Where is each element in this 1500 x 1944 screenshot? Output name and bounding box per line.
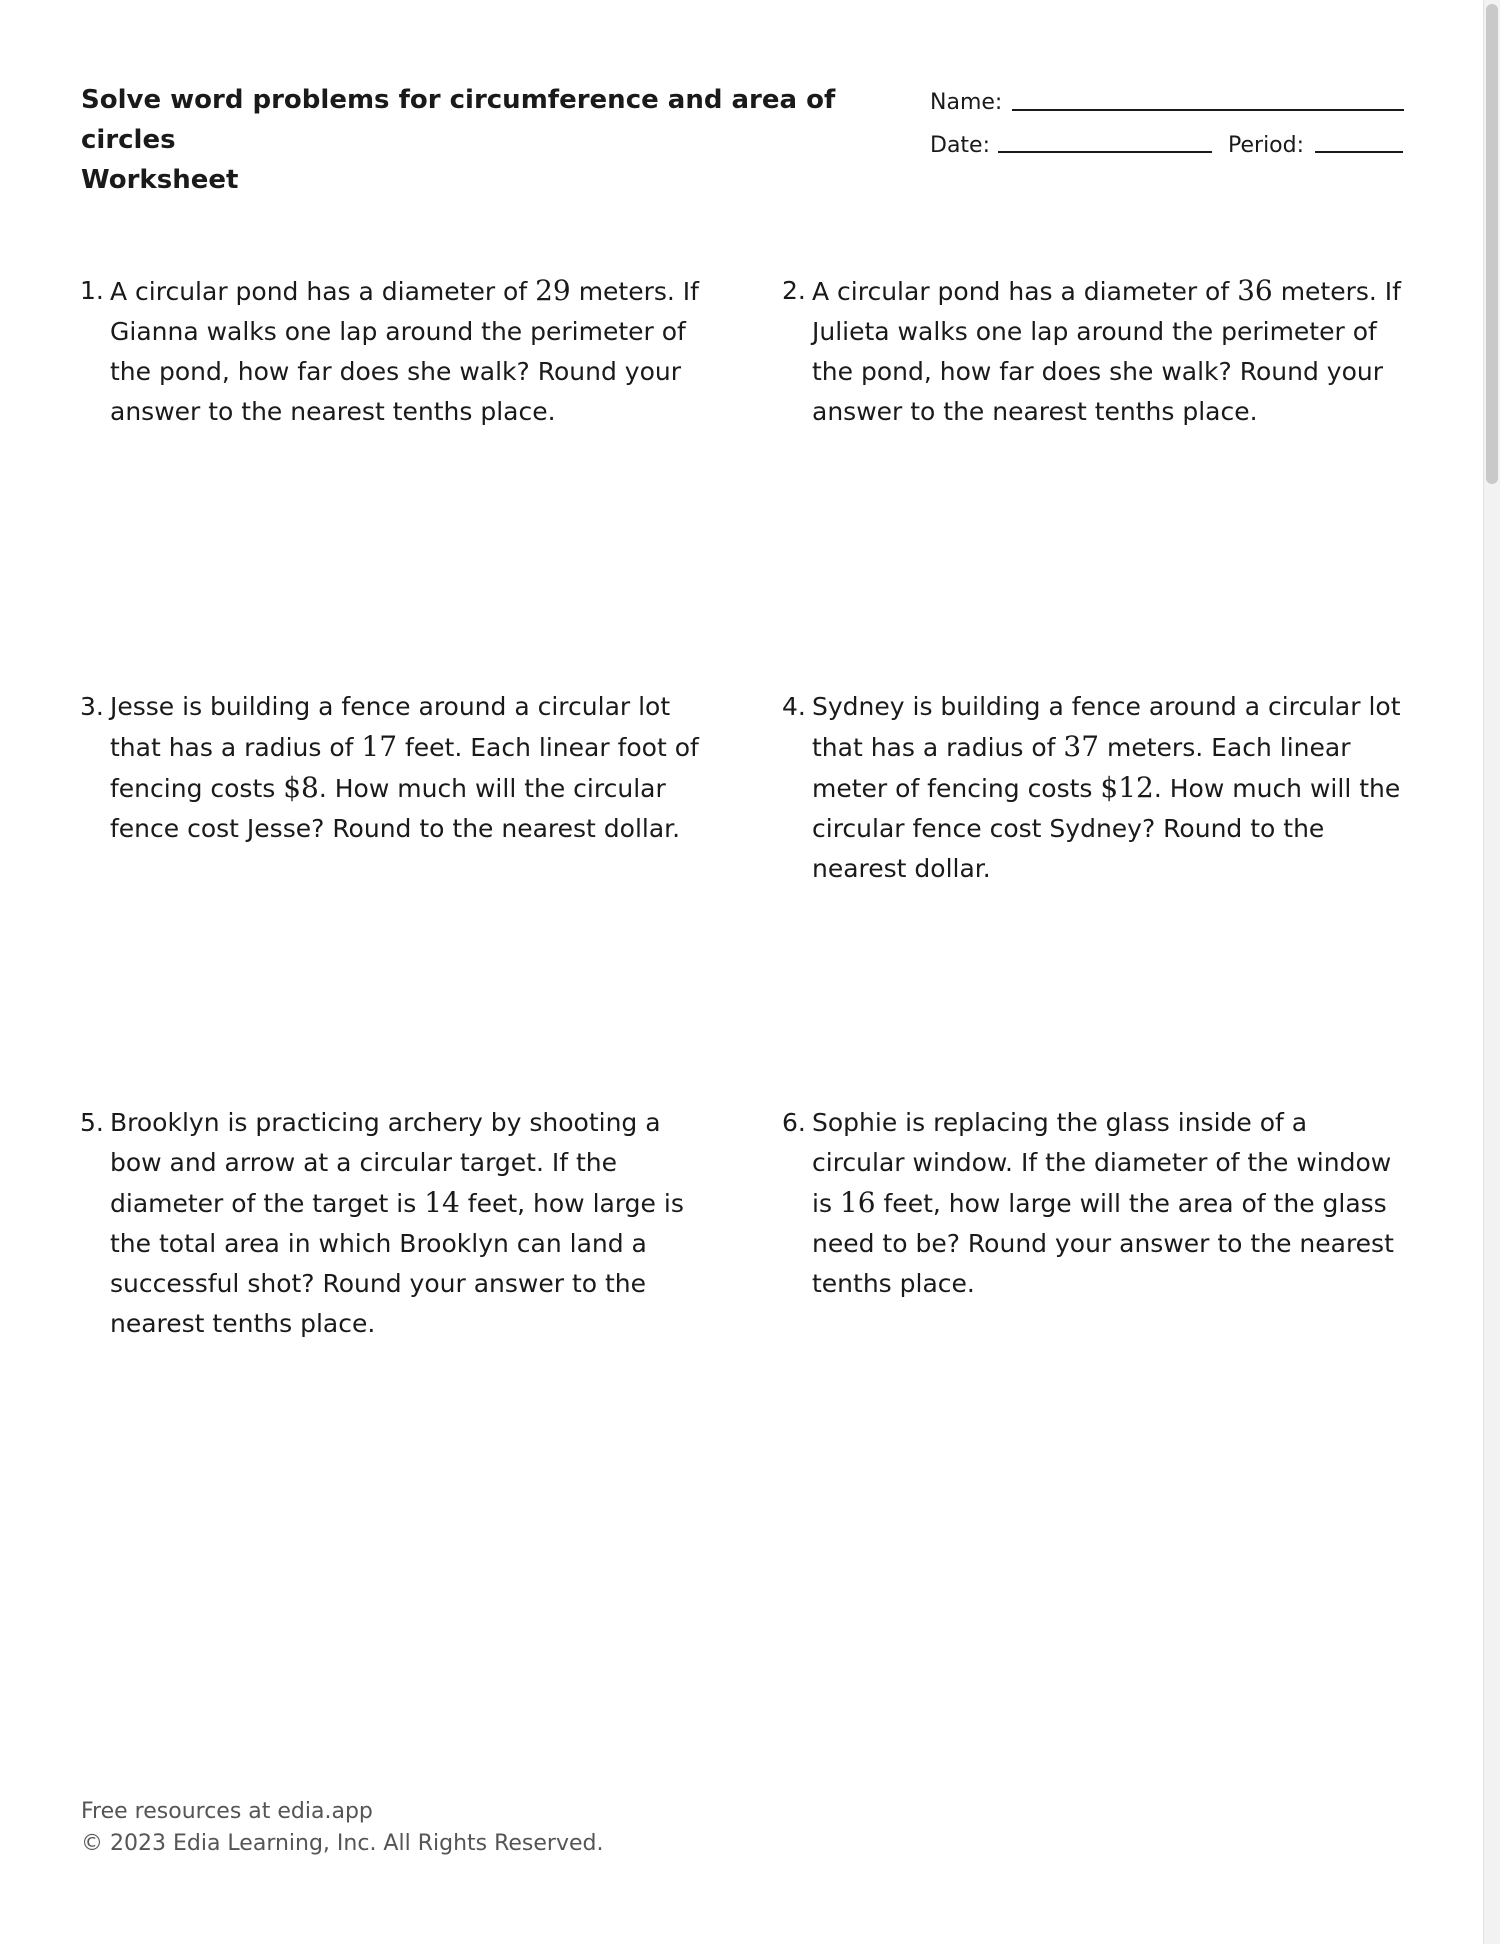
- math-value: 29: [535, 274, 571, 307]
- problem-1: [80, 271, 700, 432]
- footer: [81, 1796, 603, 1860]
- problem-number: 2.: [782, 276, 806, 305]
- title-line-1: Solve word problems for circumference and area of circles: [81, 85, 836, 155]
- problem-text: Brooklyn is practicing archery by shooting a bow and arrow at a circular target. If the diameter of the target is 14 feet, how large is the total area in which Brooklyn can land a successful shot? Round your answer to the nearest tenths place.: [110, 1108, 684, 1338]
- problem-text: A circular pond has a diameter of 29 meters. If Gianna walks one lap around the perimeter of the pond, how far does she walk? Round your answer to the nearest tenths place.: [110, 274, 699, 426]
- problem-number: 1.: [80, 276, 104, 305]
- math-value: 16: [839, 1186, 876, 1219]
- name-label: Name:: [930, 90, 1003, 115]
- period-field[interactable]: [1315, 151, 1403, 153]
- date-field[interactable]: [998, 151, 1212, 153]
- math-value: 37: [1063, 730, 1100, 763]
- problem-number: 3.: [80, 692, 104, 721]
- problem-text: Sydney is building a fence around a circular lot that has a radius of 37 meters. Each linear meter of fencing costs $12. How much will the circular fence cost Sydney? Round to the nearest dollar.: [812, 692, 1401, 883]
- problem-6: [782, 1103, 1402, 1304]
- problem-number: 5.: [80, 1108, 104, 1137]
- problem-number: 6.: [782, 1108, 806, 1137]
- footer-resources: Free resources at edia.app: [81, 1799, 373, 1824]
- math-value: $8: [283, 771, 319, 804]
- problem-text: A circular pond has a diameter of 36 meters. If Julieta walks one lap around the perimeter of the pond, how far does she walk? Round your answer to the nearest tenths place.: [812, 274, 1401, 426]
- name-field[interactable]: [1012, 109, 1404, 111]
- title-line-2: Worksheet: [81, 165, 239, 195]
- math-value: 17: [361, 730, 398, 763]
- scrollbar-thumb[interactable]: [1486, 4, 1498, 484]
- problem-5: [80, 1103, 700, 1344]
- problem-2: [782, 271, 1402, 432]
- problem-4: [782, 687, 1402, 889]
- footer-copyright: © 2023 Edia Learning, Inc. All Rights Reserved.: [81, 1831, 604, 1856]
- math-value: 36: [1237, 274, 1273, 307]
- date-label: Date:: [930, 133, 990, 158]
- vertical-scrollbar[interactable]: [1483, 0, 1500, 1944]
- math-value: 14: [424, 1186, 460, 1219]
- problem-text: Sophie is replacing the glass inside of a circular window. If the diameter of the window is 16 feet, how large will the area of the glass need to be? Round your answer to the nearest tenths place.: [812, 1108, 1394, 1298]
- problem-3: [80, 687, 700, 849]
- problem-number: 4.: [782, 692, 806, 721]
- worksheet-title: [81, 80, 881, 200]
- problem-text: Jesse is building a fence around a circular lot that has a radius of 17 feet. Each linear foot of fencing costs $8. How much will the circular fence cost Jesse? Round to the nearest dollar.: [110, 692, 699, 843]
- math-value: $12: [1100, 771, 1154, 804]
- period-label: Period:: [1228, 133, 1305, 158]
